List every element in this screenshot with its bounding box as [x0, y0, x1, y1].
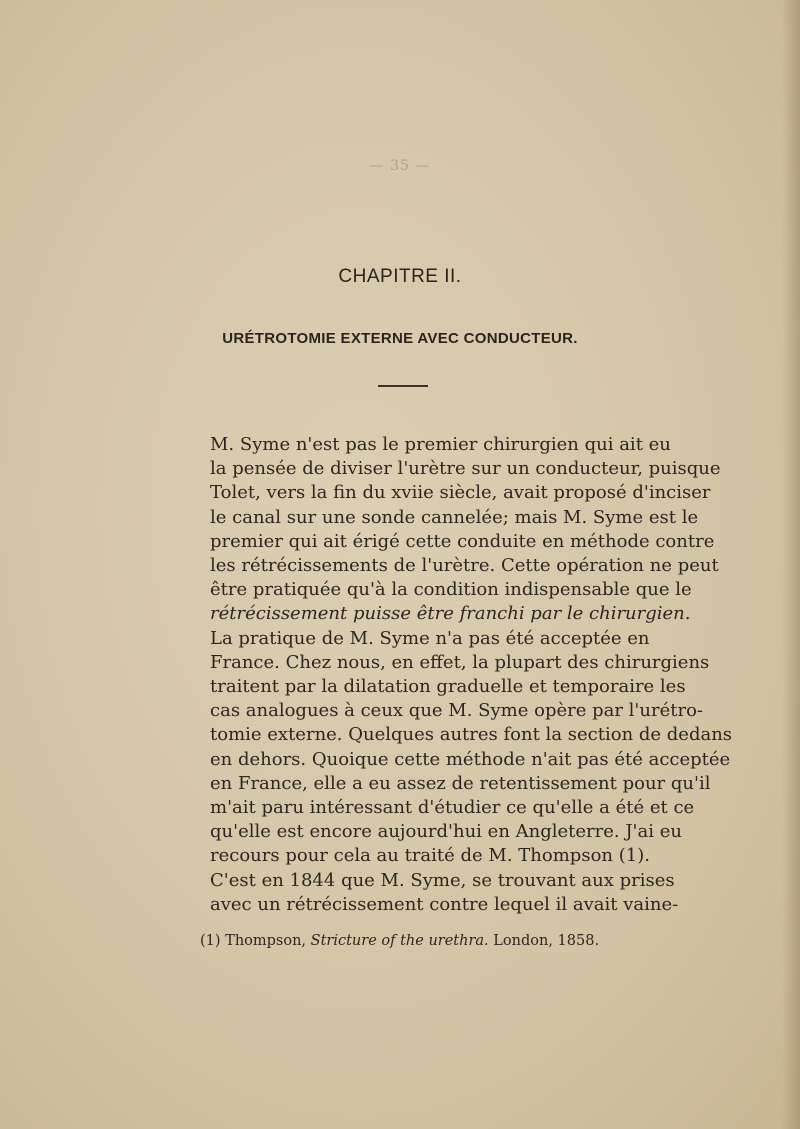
- text-line: avec un rétrécissement contre lequel il avait vaine-: [210, 893, 679, 915]
- footnote-marker: (1): [200, 933, 221, 949]
- title-divider: [378, 385, 428, 387]
- page-number: — 35 —: [369, 158, 431, 174]
- text-line: France. Chez nous, en effet, la plupart des chirurgiens: [210, 651, 710, 673]
- paragraph: [188, 869, 679, 917]
- text-line: le canal sur une sonde cannelée; mais M. Syme est le: [210, 506, 699, 528]
- text-line: premier qui ait érigé cette conduite en méthode contre: [210, 530, 715, 552]
- footnote-title: Stricture of the urethra.: [310, 933, 489, 949]
- text-line: C'est en 1844 que M. Syme, se trouvant aux prises: [210, 869, 675, 891]
- text-line: la pensée de diviser l'urètre sur un conducteur, puisque: [210, 458, 721, 480]
- text-line: les rétrécissements de l'urètre. Cette opération ne peut: [210, 555, 719, 577]
- text-line: être pratiquée qu'à la condition indispensable que le: [210, 579, 692, 601]
- body-text: [188, 433, 733, 917]
- page-edge-shadow: [782, 0, 800, 1129]
- text-line: La pratique de M. Syme n'a pas été acceptée en: [210, 627, 650, 649]
- text-line: en France, elle a eu assez de retentissement pour qu'il: [210, 772, 711, 794]
- footnote-place-year: London, 1858.: [493, 933, 600, 949]
- text-line: M. Syme n'est pas le premier chirurgien qui ait eu: [210, 434, 671, 455]
- paragraph: [188, 627, 733, 869]
- text-line: tomie externe. Quelques autres font la section de dedans: [210, 724, 733, 746]
- text-line: en dehors. Quoique cette méthode n'ait pas été acceptée: [210, 748, 731, 770]
- text-line: traitent par la dilatation graduelle et temporaire les: [210, 676, 686, 698]
- text-line: recours pour cela au traité de M. Thompson (1).: [210, 845, 650, 867]
- italic-text: rétrécissement puisse être franchi par le chirurgien.: [210, 603, 691, 625]
- text-line: qu'elle est encore aujourd'hui en Angleterre. J'ai eu: [210, 821, 682, 843]
- text-line: Tolet, vers la fin du xviie siècle, avait proposé d'inciser: [210, 482, 711, 504]
- footnote-author: Thompson,: [225, 933, 307, 949]
- text-line: m'ait paru intéressant d'étudier ce qu'elle a été et ce: [210, 797, 695, 819]
- text-line: [188, 602, 691, 626]
- paragraph: [188, 433, 721, 627]
- chapter-title: CHAPITRE II.: [338, 266, 462, 287]
- footnote: [200, 931, 620, 951]
- section-title: URÉTROTOMIE EXTERNE AVEC CONDUCTEUR.: [222, 330, 578, 347]
- text-line: cas analogues à ceux que M. Syme opère par l'urétro-: [210, 700, 703, 722]
